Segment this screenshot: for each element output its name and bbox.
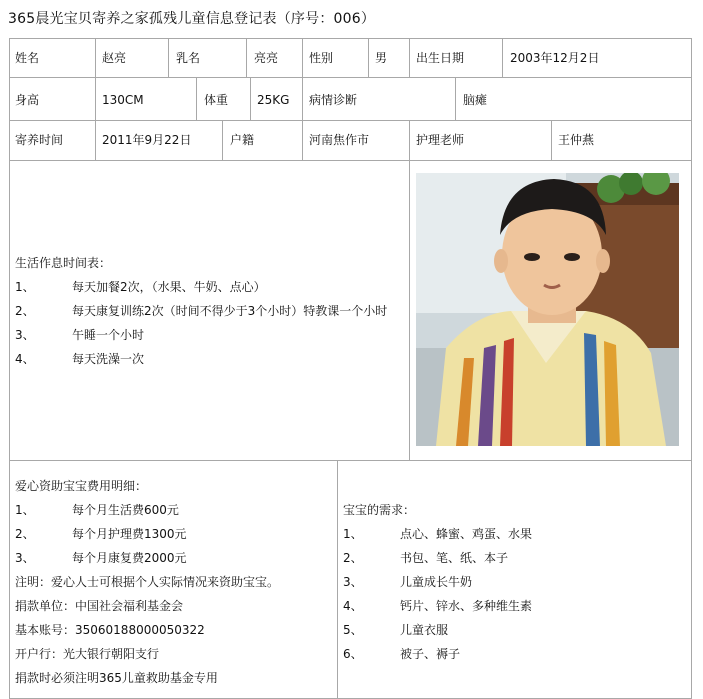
row2-col-divider [455, 77, 456, 120]
row1-col-divider [502, 38, 503, 77]
needs-item-text: 书包、笔、纸、本子 [400, 551, 509, 565]
diagnosis-value: 脑瘫 [463, 93, 488, 107]
bank-account: 基本账号：35060188000050322 [15, 623, 205, 637]
row-divider-2 [9, 120, 692, 121]
birth-label: 出生日期 [416, 51, 465, 65]
row-divider-3 [9, 160, 692, 161]
needs-item-number: 2、 [343, 551, 363, 565]
nickname-label: 乳名 [176, 51, 201, 65]
height-value: 130CM [102, 93, 144, 107]
row2-col-divider [250, 77, 251, 120]
teacher-label: 护理老师 [416, 133, 465, 147]
schedule-item-text: 每天加餐2次，（水果、牛奶、点心） [72, 280, 266, 294]
schedule-item-number: 3、 [15, 328, 35, 342]
schedule-heading: 生活作息时间表： [15, 256, 112, 270]
gender-label: 性别 [309, 51, 334, 65]
schedule-item-text: 每天康复训练2次（时间不得少于3个小时）特教课一个小时 [72, 304, 388, 318]
schedule-item-number: 2、 [15, 304, 35, 318]
row3-col-divider [551, 120, 552, 160]
funding-item-number: 2、 [15, 527, 35, 541]
row-divider-1 [9, 77, 692, 78]
row2-col-divider [302, 77, 303, 120]
schedule-item-number: 1、 [15, 280, 35, 294]
needs-item-text: 点心、蜂蜜、鸡蛋、水果 [400, 527, 533, 541]
donation-unit: 捐款单位：中国社会福利基金会 [15, 599, 184, 613]
hukou-label: 户籍 [230, 133, 255, 147]
row2-col-divider [196, 77, 197, 120]
diagnosis-label: 病情诊断 [309, 93, 358, 107]
foster-date-value: 2011年9月22日 [102, 133, 192, 147]
photo-cell-divider [409, 160, 410, 460]
hukou-value: 河南焦作市 [309, 133, 370, 147]
page-title: 365晨光宝贝寄养之家孤残儿童信息登记表（序号：006） [8, 11, 376, 27]
donation-remark: 捐款时必须注明365儿童救助基金专用 [15, 671, 218, 685]
gender-value: 男 [375, 51, 388, 65]
schedule-item-text: 每天洗澡一次 [72, 352, 145, 366]
needs-item-text: 钙片、锌水、多种维生素 [400, 599, 533, 613]
row3-col-divider [95, 120, 96, 160]
bank-name: 开户行：光大银行朝阳支行 [15, 647, 160, 661]
birth-value: 2003年12月2日 [510, 51, 600, 65]
row2-col-divider [95, 77, 96, 120]
row3-col-divider [222, 120, 223, 160]
row1-col-divider [95, 38, 96, 77]
schedule-item-number: 4、 [15, 352, 35, 366]
needs-heading: 宝宝的需求： [343, 503, 416, 517]
weight-value: 25KG [257, 93, 290, 107]
foster-date-label: 寄养时间 [15, 133, 64, 147]
row-divider-4 [9, 460, 692, 461]
name-value: 赵亮 [102, 51, 127, 65]
row1-col-divider [168, 38, 169, 77]
needs-item-number: 1、 [343, 527, 363, 541]
row1-col-divider [368, 38, 369, 77]
needs-item-number: 5、 [343, 623, 363, 637]
needs-item-text: 儿童成长牛奶 [400, 575, 473, 589]
row1-col-divider [409, 38, 410, 77]
bottom-col-divider [337, 460, 338, 699]
funding-item-text: 每个月康复费2000元 [72, 551, 187, 565]
row3-col-divider [409, 120, 410, 160]
name-label: 姓名 [15, 51, 40, 65]
row1-col-divider [246, 38, 247, 77]
funding-item-text: 每个月生活费600元 [72, 503, 179, 517]
nickname-value: 亮亮 [254, 51, 279, 65]
row3-col-divider [302, 120, 303, 160]
funding-item-number: 3、 [15, 551, 35, 565]
funding-item-number: 1、 [15, 503, 35, 517]
funding-heading: 爱心资助宝宝费用明细： [15, 479, 148, 493]
needs-item-number: 4、 [343, 599, 363, 613]
row1-col-divider [302, 38, 303, 77]
needs-item-number: 6、 [343, 647, 363, 661]
funding-item-text: 每个月护理费1300元 [72, 527, 187, 541]
height-label: 身高 [15, 93, 40, 107]
weight-label: 体重 [204, 93, 229, 107]
teacher-value: 王仲燕 [558, 133, 595, 147]
needs-item-text: 儿童衣服 [400, 623, 449, 637]
funding-note: 注明：爱心人士可根据个人实际情况来资助宝宝。 [15, 575, 280, 589]
schedule-item-text: 午睡一个小时 [72, 328, 145, 342]
needs-item-number: 3、 [343, 575, 363, 589]
child-photo [416, 173, 679, 446]
needs-item-text: 被子、褥子 [400, 647, 461, 661]
